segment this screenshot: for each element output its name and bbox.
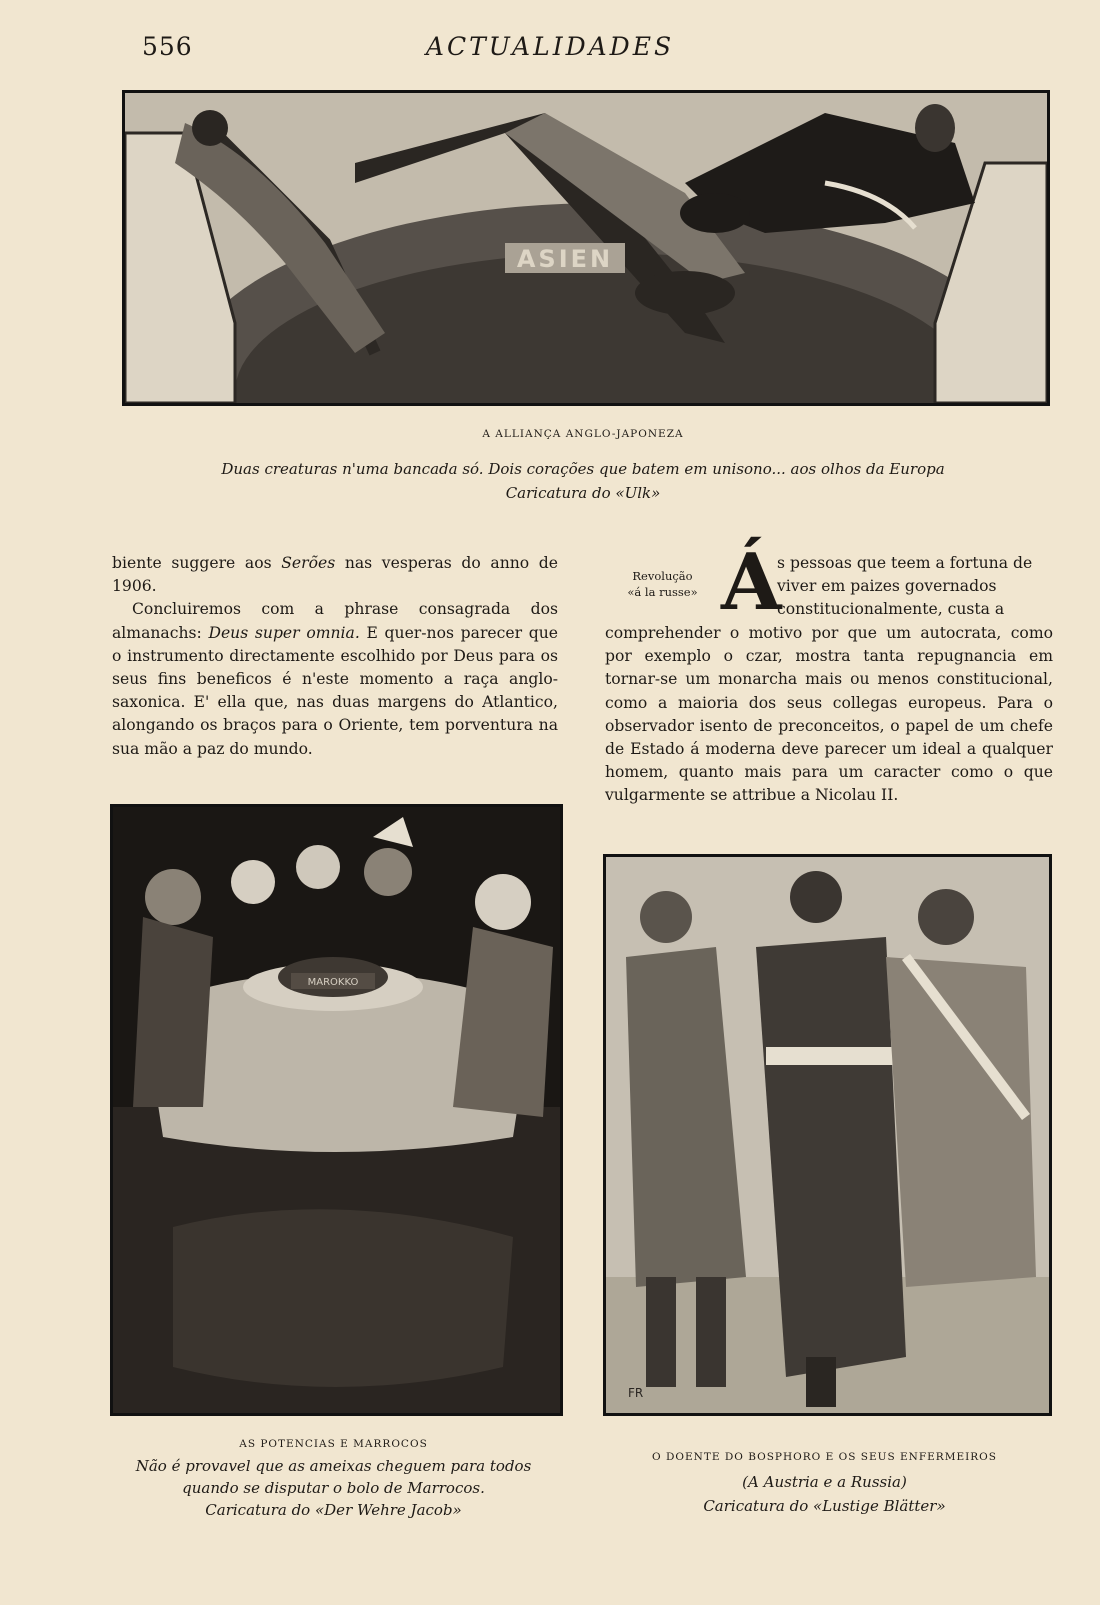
side-title-line1: Revolução xyxy=(632,569,693,583)
top-cartoon xyxy=(122,90,1050,406)
morocco-cartoon-illustration xyxy=(113,807,560,1413)
top-caption-title: A ALLIANÇA ANGLO-JAPONEZA xyxy=(482,428,684,440)
bosphorus-caption-line2: Caricatura do «Lustige Blätter» xyxy=(703,1497,946,1515)
morocco-caption-line3: Caricatura do «Der Wehre Jacob» xyxy=(205,1501,462,1519)
left-paragraph-2: Concluiremos com a phrase consagrada dos almanachs: Deus super omnia. E quer-nos parecer que o instrumento directamente escolhido por Deus para os seus fins beneficos é n'este momento a raça anglo-saxonica. E' ella que, nas duas margens do Atlantico, alongando os braços para o Oriente, tem porventura na sua mão a paz do mundo. xyxy=(112,600,558,758)
left-paragraph-1: biente suggere aos Serões nas vesperas do anno de 1906. xyxy=(112,554,559,596)
lead-line: viver em paizes governados xyxy=(777,577,997,596)
bosphorus-cartoon-illustration xyxy=(606,857,1049,1413)
lead-lines xyxy=(777,552,1053,622)
bosphorus-caption-line1: (A Austria e a Russia) xyxy=(742,1473,907,1491)
morocco-cartoon xyxy=(110,804,563,1416)
left-column-text xyxy=(112,552,558,761)
artist-signature: FR xyxy=(628,1386,644,1400)
top-cartoon-illustration xyxy=(125,93,1047,403)
bosphorus-caption-title: O DOENTE DO BOSPHORO E OS SEUS ENFERMEIROS xyxy=(652,1451,997,1463)
bosphorus-cartoon xyxy=(603,854,1052,1416)
lead-line: constitucionalmente, custa a xyxy=(777,600,1005,619)
top-caption-line1: Duas creaturas n'uma bancada só. Dois corações que batem em unisono... aos olhos da Europa xyxy=(221,460,945,478)
morocco-caption-line1: Não é provavel que as ameixas cheguem para todos xyxy=(135,1457,532,1475)
morocco-caption-line2: quando se disputar o bolo de Marrocos. xyxy=(182,1479,485,1497)
drop-cap: Á xyxy=(721,537,782,628)
right-body-text: comprehender o motivo por que um autocrata, como por exemplo o czar, mostra tanta repugnancia em tornar-se um monarcha mais ou menos constitucional, como a maioria dos seus collegas europeus. Para o observador isento de preconceitos, o papel de um chefe de Estado á moderna deve parecer um ideal a qualquer homem, quanto mais para um caracter como o que vulgarmente se attribue a Nicolau II. xyxy=(605,624,1053,805)
morocco-caption-title: AS POTENCIAS E MARROCOS xyxy=(239,1438,428,1450)
lead-line: s pessoas que teem a fortuna de xyxy=(777,554,1033,572)
cake-label: MAROKKO xyxy=(307,977,359,988)
top-caption-line2: Caricatura do «Ulk» xyxy=(505,484,661,502)
asien-inscription: ASIEN xyxy=(516,245,614,273)
side-title xyxy=(605,568,720,600)
running-title: ACTUALIDADES xyxy=(425,32,675,61)
side-title-line2: «á la russe» xyxy=(627,585,698,599)
page-number: 556 xyxy=(142,32,193,61)
